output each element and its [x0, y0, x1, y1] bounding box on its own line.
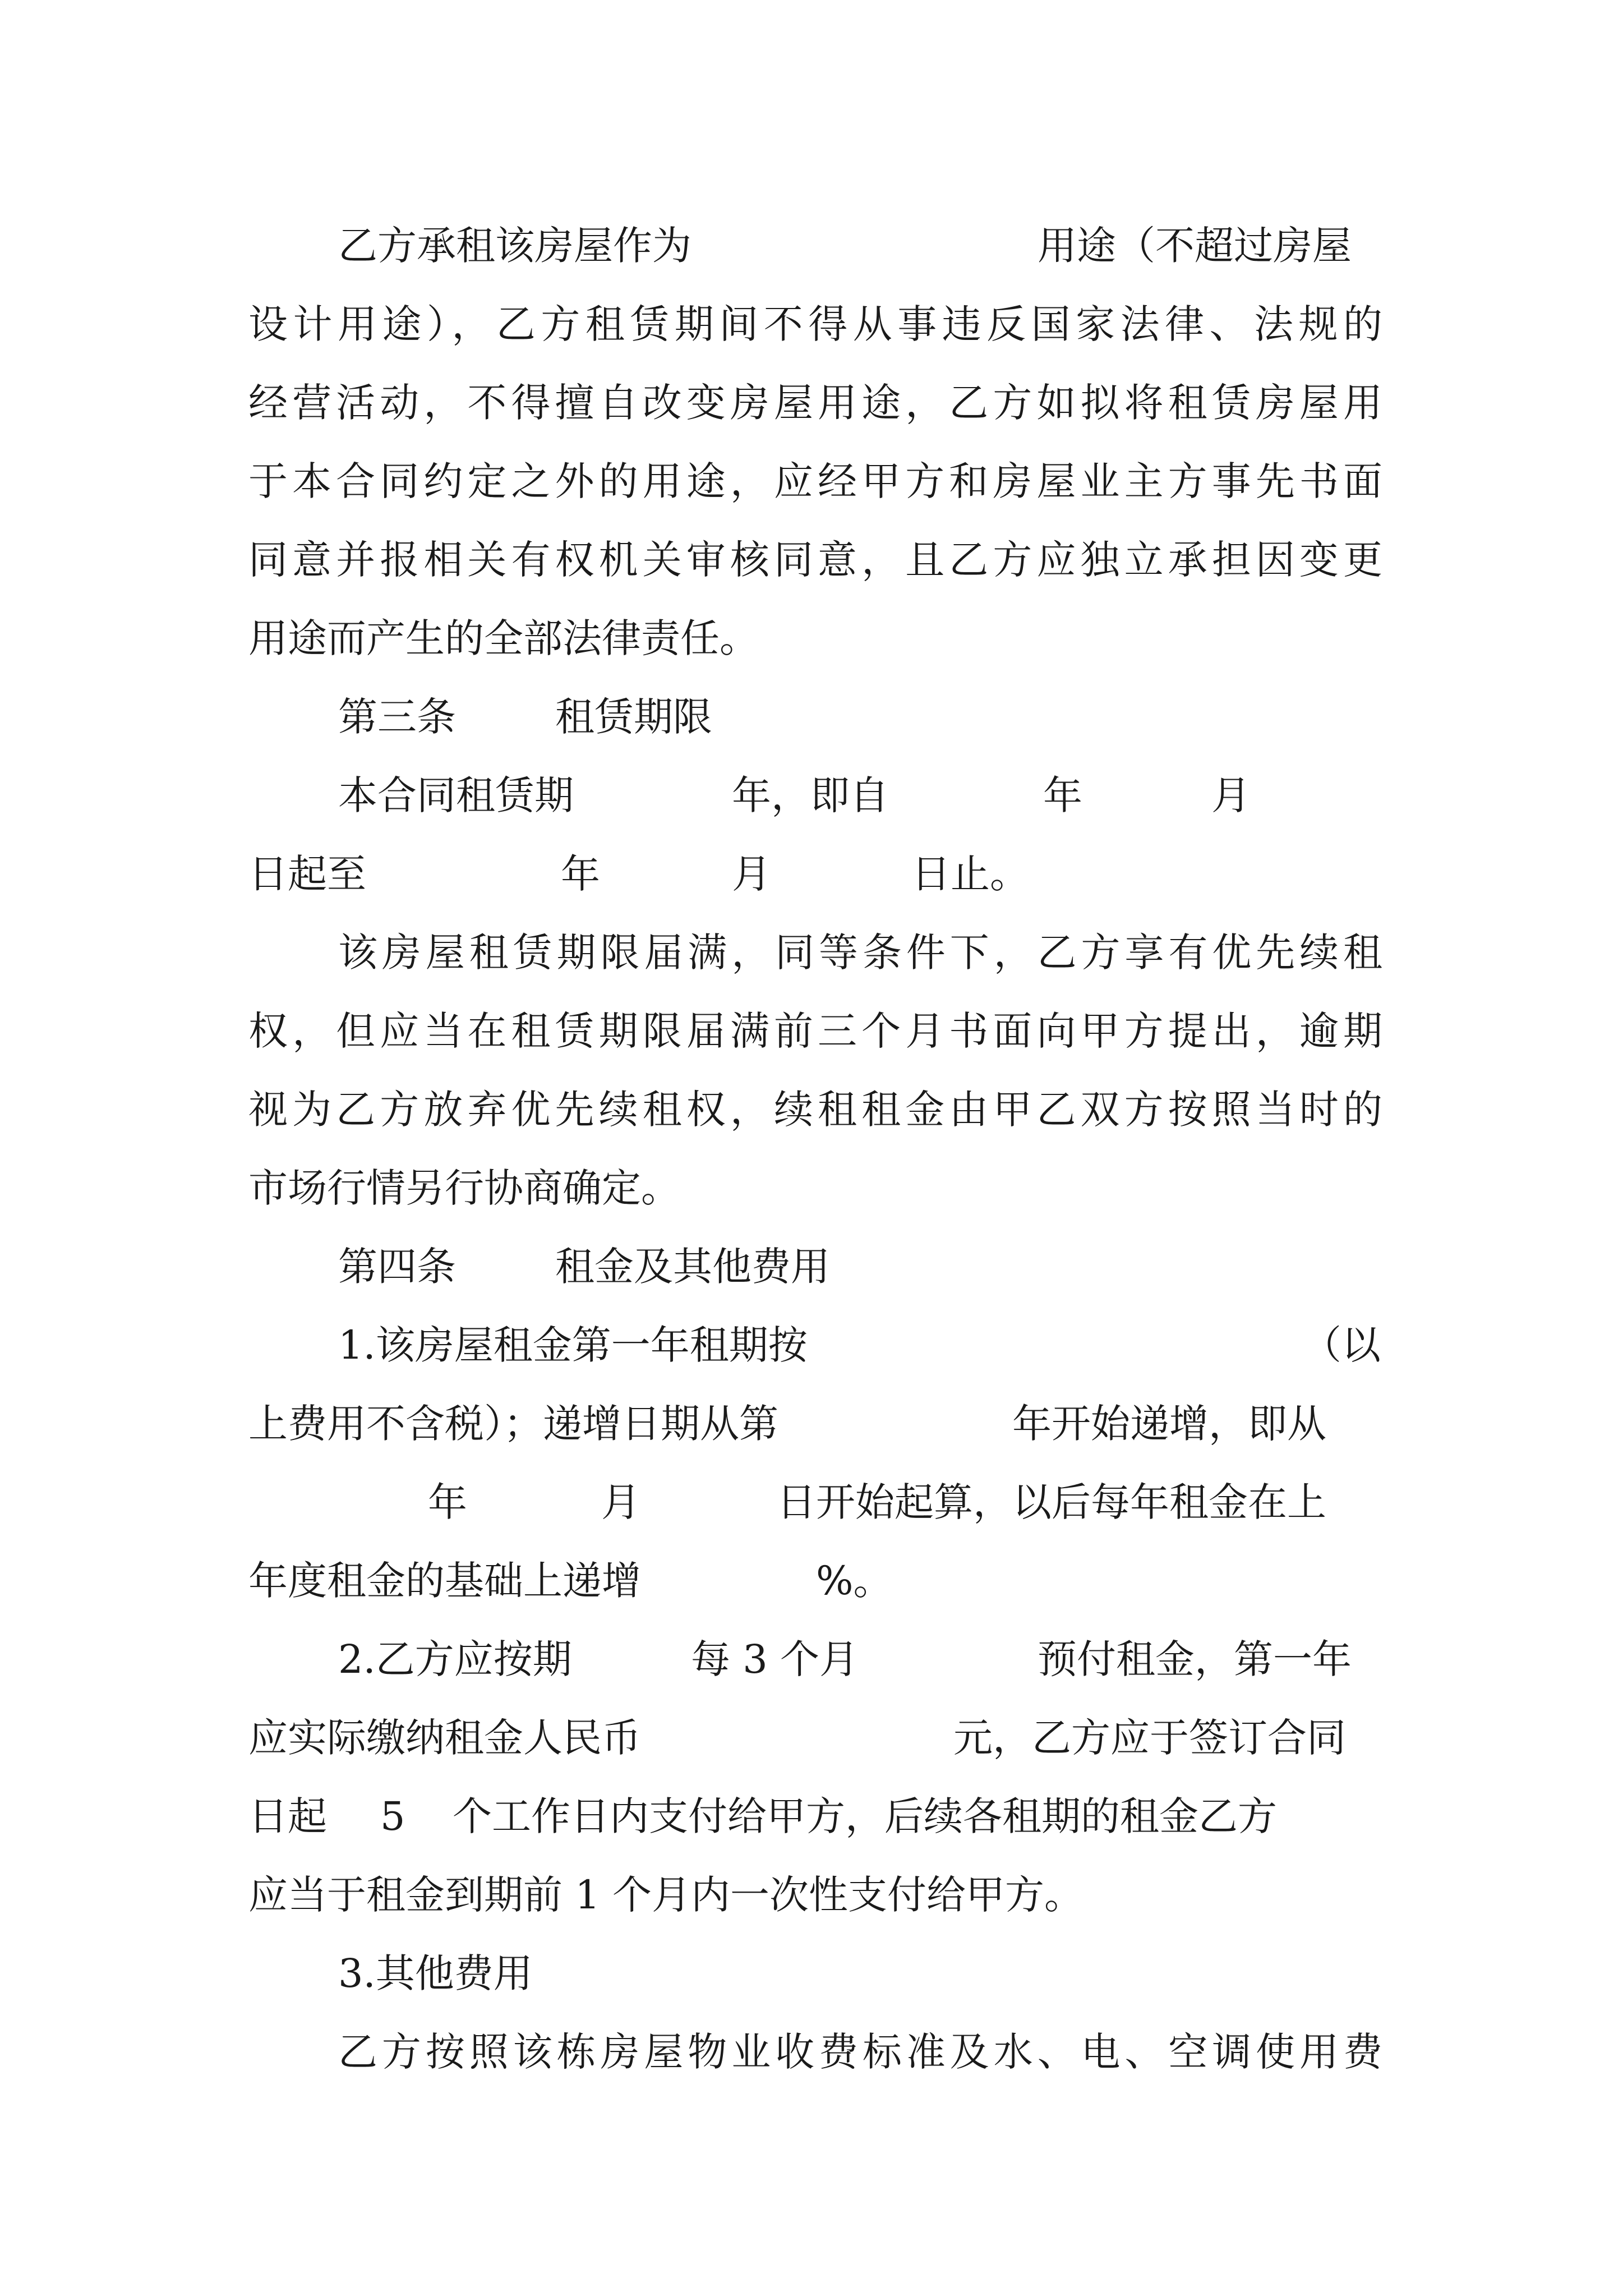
text-line: 经营活动，不得擅自改变房屋用途，乙方如拟将租赁房屋用 [248, 380, 1382, 426]
article-title: 租金及其他费用 [555, 1244, 830, 1290]
text-line: 3.其他费用 [338, 1950, 533, 1996]
text-segment: 年 [561, 851, 600, 897]
text-segment: 2.乙方应按期 [338, 1636, 572, 1682]
text-segment: 日起 [248, 1793, 327, 1839]
section-heading [0, 683, 1623, 751]
text-segment: %。 [816, 1558, 893, 1604]
text-line [0, 1547, 1623, 1614]
text-line [0, 840, 1623, 908]
text-segment: 日止。 [911, 851, 1029, 897]
text-segment: 日起至 [248, 851, 366, 897]
text-segment: 年，即自 [732, 772, 889, 818]
text-segment: 乙方承租该房屋作为 [338, 223, 691, 269]
text-segment: 年开始递增，即从 [1012, 1401, 1326, 1447]
text-line [0, 1626, 1623, 1693]
text-segment: 月 [1211, 772, 1251, 818]
text-line: 该房屋租赁期限届满，同等条件下，乙方享有优先续租 [338, 930, 1382, 976]
text-line [0, 762, 1623, 829]
text-segment: （以 [1302, 1322, 1381, 1368]
text-line: 于本合同约定之外的用途，应经甲方和房屋业主方事先书面 [248, 458, 1382, 504]
text-line: 同意并报相关有权机关审核同意，且乙方应独立承担因变更 [248, 537, 1382, 583]
text-segment: 预付租金，第一年 [1038, 1636, 1352, 1682]
article-title: 租赁期限 [555, 694, 712, 740]
text-line [0, 1783, 1623, 1850]
text-segment: 日开始起算，以后每年租金在上 [777, 1479, 1326, 1525]
text-line: 设计用途），乙方租赁期间不得从事违反国家法律、法规的 [248, 301, 1382, 347]
text-line [0, 1469, 1623, 1536]
text-segment: 5 [380, 1793, 405, 1839]
text-line [0, 1704, 1623, 1772]
text-line [0, 212, 1623, 279]
text-segment: 上费用不含税）；递增日期从第 [248, 1401, 778, 1447]
text-line: 用途而产生的全部法律责任。 [248, 615, 759, 661]
text-line: 应当于租金到期前 1 个月内一次性支付给甲方。 [248, 1872, 1084, 1918]
text-segment: 年 [1043, 772, 1082, 818]
text-segment: 用途（不超过房屋 [1038, 223, 1352, 269]
text-segment: 每 3 个月 [691, 1636, 859, 1682]
text-line: 视为乙方放弃优先续租权，续租租金由甲乙双方按照当时的 [248, 1087, 1382, 1133]
text-line: 乙方按照该栋房屋物业收费标准及水、电、空调使用费 [338, 2029, 1382, 2075]
article-number: 第三条 [338, 694, 456, 740]
text-line [0, 1390, 1623, 1457]
text-segment: 年 [428, 1479, 467, 1525]
section-heading [0, 1233, 1623, 1300]
text-segment: 月 [732, 851, 771, 897]
text-segment: 1.该房屋租金第一年租期按 [338, 1322, 808, 1368]
text-segment: 本合同租赁期 [338, 772, 574, 818]
text-segment: 月 [601, 1479, 640, 1525]
text-segment: 应实际缴纳租金人民币 [248, 1715, 641, 1761]
article-number: 第四条 [338, 1244, 456, 1290]
text-line: 市场行情另行协商确定。 [248, 1165, 680, 1211]
text-line [0, 1312, 1623, 1379]
text-segment: 个工作日内支付给甲方，后续各租期的租金乙方 [453, 1793, 1277, 1839]
text-line: 权，但应当在租赁期限届满前三个月书面向甲方提出，逾期 [248, 1008, 1382, 1054]
text-segment: 年度租金的基础上递增 [248, 1558, 641, 1604]
text-segment: 元，乙方应于签订合同 [953, 1715, 1346, 1761]
